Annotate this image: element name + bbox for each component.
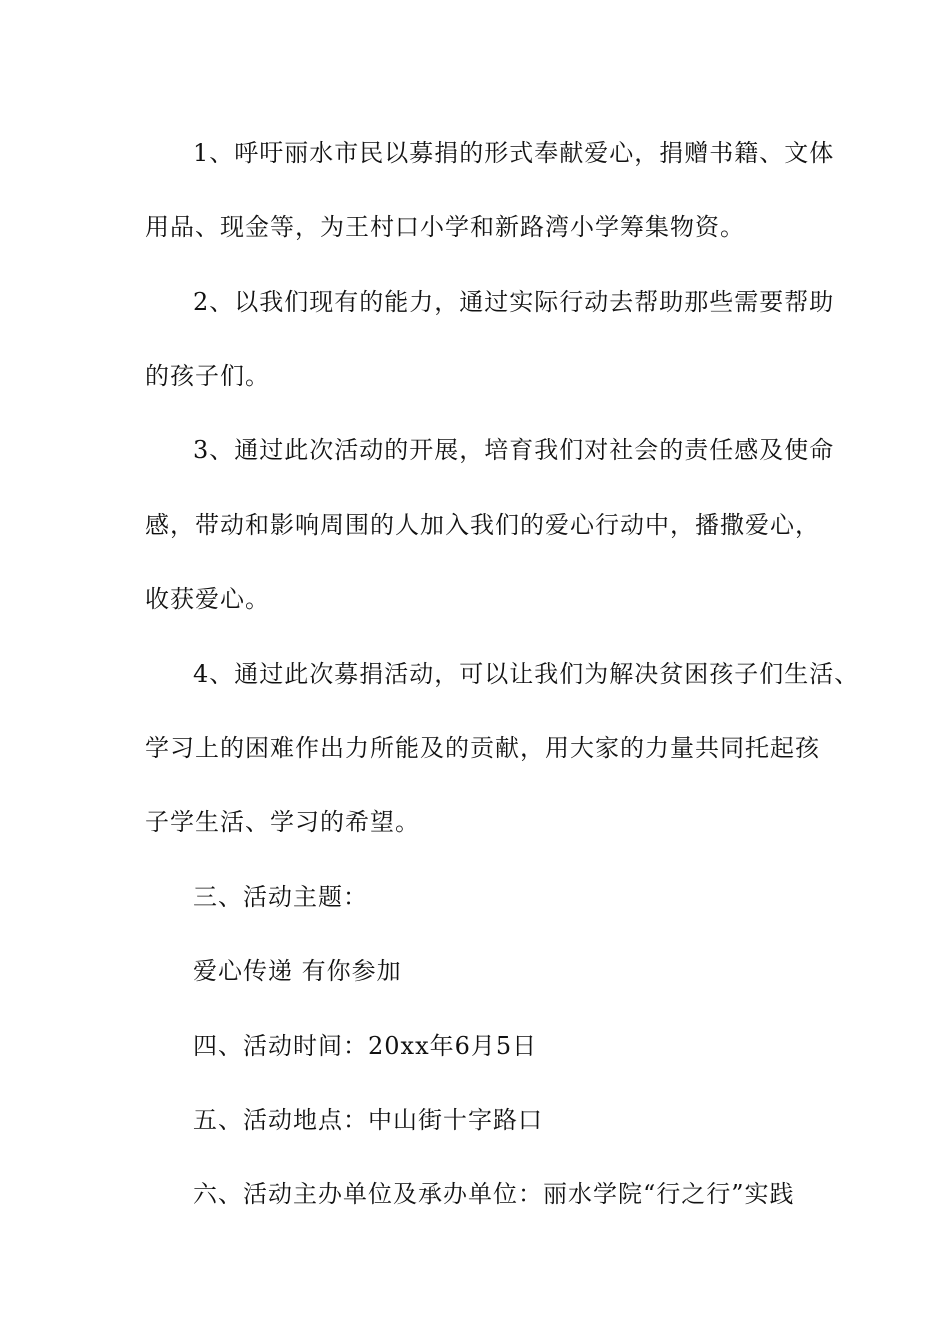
paragraph-1-line-2: 用品、现金等，为王村口小学和新路湾小学筹集物资。 — [145, 213, 745, 241]
paragraph-3-line-1: 3、通过此次活动的开展，培育我们对社会的责任感及使命 — [193, 436, 835, 464]
paragraph-1-line-1: 1、呼吁丽水市民以募捐的形式奉献爱心，捐赠书籍、文体 — [193, 139, 835, 167]
paragraph-4-line-1: 4、通过此次募捐活动，可以让我们为解决贫困孩子们生活、 — [193, 660, 860, 688]
paragraph-4-line-2: 学习上的困难作出力所能及的贡献，用大家的力量共同托起孩 — [145, 734, 820, 762]
section-5-activity-location: 五、活动地点：中山街十字路口 — [193, 1106, 543, 1134]
paragraph-3-line-2: 感，带动和影响周围的人加入我们的爱心行动中，播撒爱心， — [145, 511, 820, 539]
section-4-activity-time: 四、活动时间：20xx年6月5日 — [193, 1032, 538, 1060]
paragraph-2-line-2: 的孩子们。 — [145, 362, 270, 390]
paragraph-2-line-1: 2、以我们现有的能力，通过实际行动去帮助那些需要帮助 — [193, 288, 835, 316]
section-3-heading: 三、活动主题： — [193, 883, 368, 911]
paragraph-3-line-3: 收获爱心。 — [145, 585, 270, 613]
activity-theme: 爱心传递 有你参加 — [193, 957, 402, 985]
paragraph-4-line-3: 子学生活、学习的希望。 — [145, 808, 420, 836]
section-6-organizers: 六、活动主办单位及承办单位：丽水学院“行之行”实践 — [193, 1180, 795, 1208]
